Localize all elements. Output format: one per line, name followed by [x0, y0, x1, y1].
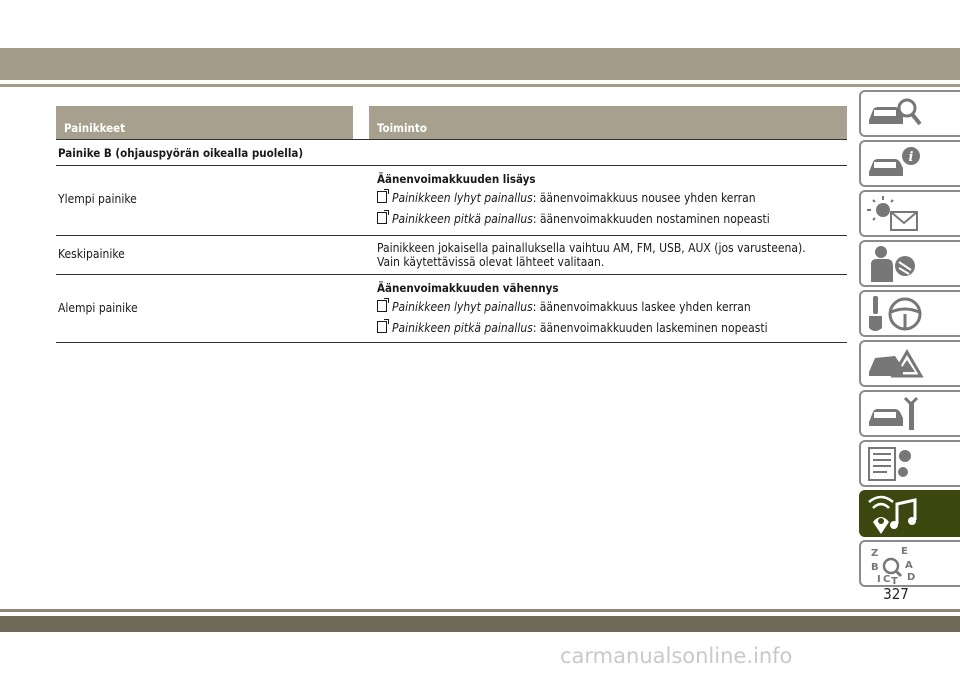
spec-list-gear-icon: [865, 444, 925, 484]
warning-light-message-icon: [865, 194, 925, 234]
list-item: [377, 296, 847, 317]
tab-emergency[interactable]: [859, 340, 960, 387]
function-subheading: Äänenvoimakkuuden lisäys: [377, 172, 536, 186]
function-subheading: Äänenvoimakkuuden vähennys: [377, 281, 559, 295]
tab-index[interactable]: [859, 540, 960, 587]
tab-warning-lights[interactable]: [859, 190, 960, 237]
bullet-box-icon: [377, 300, 387, 312]
function-text-line: Painikkeen jokaisella painalluksella vaihtuu AM, FM, USB, AUX (jos varusteena).: [377, 241, 806, 255]
svg-text:T: T: [891, 576, 898, 586]
footer-band: [0, 616, 960, 632]
table-row: [56, 236, 847, 274]
list-item: [377, 187, 847, 208]
button-name: Keskipainike: [58, 247, 125, 261]
bullet-box-icon: [377, 321, 387, 333]
watermark: carmanualsonline.info: [560, 644, 793, 668]
car-wrench-icon: [865, 394, 925, 434]
svg-text:I: I: [877, 574, 881, 585]
list-item-label: Painikkeen pitkä painallus: [392, 320, 533, 335]
tab-multimedia[interactable]: [859, 490, 960, 537]
table-row: [56, 275, 847, 342]
section-title: Painike B (ohjauspyörän oikealla puolella): [58, 146, 304, 160]
header-rule: [0, 84, 960, 87]
svg-text:i: i: [908, 150, 914, 165]
svg-text:Z: Z: [871, 548, 879, 559]
button-name: Alempi painike: [58, 301, 138, 315]
multimedia-music-icon: [865, 494, 925, 536]
car-hazard-icon: [865, 344, 925, 384]
table-rule: [56, 342, 847, 343]
svg-text:B: B: [871, 562, 879, 573]
tab-starting-driving[interactable]: [859, 290, 960, 337]
bullet-box-icon: [377, 212, 387, 224]
svg-text:E: E: [901, 546, 908, 557]
person-airbag-icon: [865, 244, 925, 284]
svg-text:D: D: [907, 572, 916, 583]
list-item: [377, 317, 847, 338]
list-item-label: Painikkeen lyhyt painallus: [392, 190, 533, 205]
table-header: [56, 106, 847, 139]
footer-rule: [0, 609, 960, 612]
tab-car-info[interactable]: [859, 140, 960, 187]
table-row: [56, 166, 847, 235]
column-header-buttons: Painikkeet: [56, 106, 353, 139]
tab-safety[interactable]: [859, 240, 960, 287]
list-item-text: : äänenvoimakkuuden laskeminen nopeasti: [532, 320, 768, 335]
key-steering-wheel-icon: [865, 294, 925, 334]
car-info-icon: [865, 144, 925, 184]
header-band: [0, 48, 960, 80]
list-item-text: : äänenvoimakkuus nousee yhden kerran: [532, 190, 756, 205]
function-cell: [377, 166, 847, 229]
function-text-line: Vain käytettävissä olevat lähteet valitaan.: [377, 255, 605, 269]
column-header-function: Toiminto: [369, 106, 847, 139]
page-number: 327: [883, 585, 909, 603]
function-cell: [377, 236, 847, 269]
svg-text:C: C: [883, 574, 891, 585]
tab-technical-data[interactable]: [859, 440, 960, 487]
list-item-text: : äänenvoimakkuuden nostaminen nopeasti: [532, 211, 770, 226]
list-item-label: Painikkeen pitkä painallus: [392, 211, 533, 226]
controls-table: [56, 106, 847, 343]
function-cell: [377, 275, 847, 338]
list-item: [377, 208, 847, 229]
list-item-text: : äänenvoimakkuus laskee yhden kerran: [532, 299, 751, 314]
tab-servicing[interactable]: [859, 390, 960, 437]
svg-text:A: A: [905, 560, 913, 571]
button-name: Ylempi painike: [58, 192, 137, 206]
list-item-label: Painikkeen lyhyt painallus: [392, 299, 533, 314]
bullet-box-icon: [377, 191, 387, 203]
tab-car-search[interactable]: [859, 90, 960, 137]
alphabetical-index-icon: [865, 544, 925, 586]
car-search-icon: [865, 94, 925, 134]
